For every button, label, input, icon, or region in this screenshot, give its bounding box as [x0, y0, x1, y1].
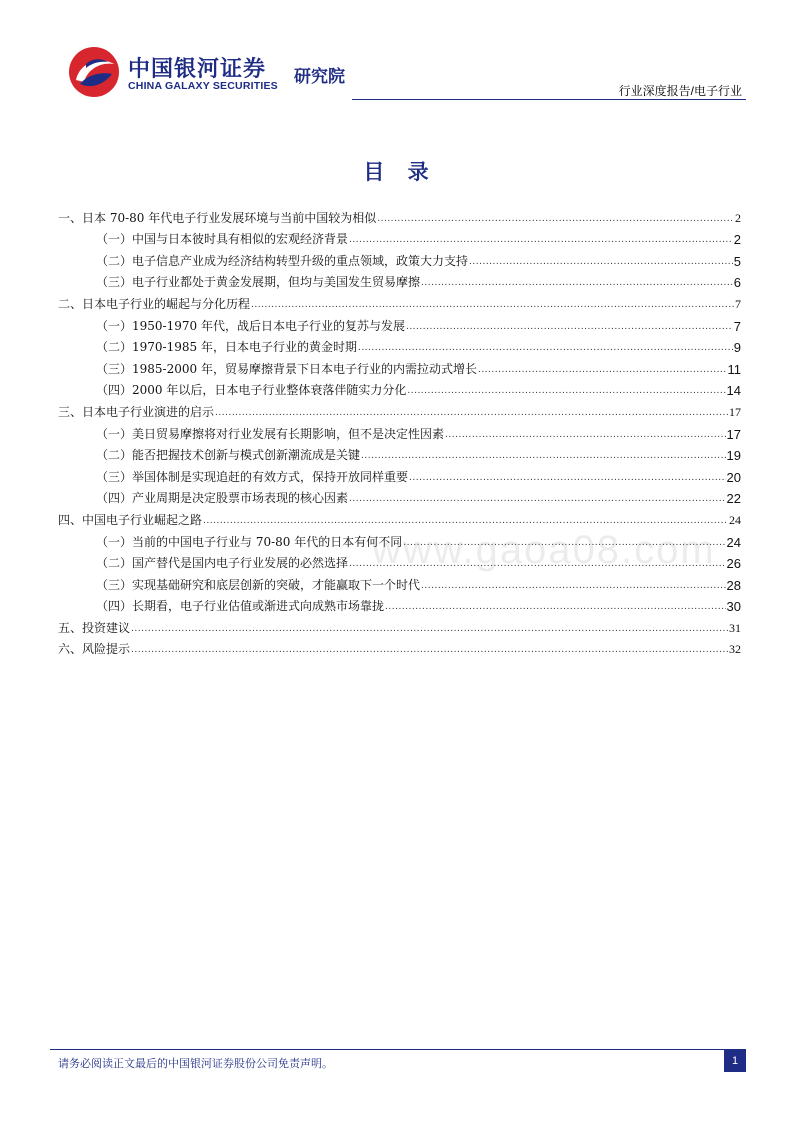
toc-leader-dots [469, 255, 733, 269]
toc-chapter-link[interactable] [58, 614, 741, 636]
footer-disclaimer: 请务必阅读正文最后的中国银河证券股份公司免责声明。 [58, 1057, 333, 1070]
toc-section-link[interactable] [58, 247, 741, 269]
toc-entry-text: （二）电子信息产业成为经济结构转型升级的重点领域，政策大力支持 [96, 253, 469, 268]
toc-page-number: 7 [733, 318, 741, 334]
toc-entry-text: 六、风险提示 [58, 642, 131, 657]
toc-leader-dots [377, 212, 734, 226]
footer-divider [50, 1049, 746, 1050]
toc-section-link[interactable] [58, 312, 741, 334]
toc-page-number: 19 [726, 448, 741, 464]
toc-entry-text: 一、日本 70-80 年代电子行业发展环境与当前中国较为相似 [58, 210, 377, 225]
toc-chapter-link[interactable] [58, 398, 741, 420]
brand-name-cn: 中国银河证券 [128, 56, 267, 81]
toc-leader-dots [409, 471, 726, 485]
toc-section-link[interactable] [58, 442, 741, 464]
toc-section-link[interactable] [58, 355, 741, 377]
toc-entry-text: （一）美日贸易摩擦将对行业发展有长期影响，但不是决定性因素 [96, 426, 445, 441]
toc-section-link[interactable] [58, 334, 741, 356]
toc-title: 目 录 [363, 160, 437, 184]
toc-page-number: 24 [729, 512, 741, 527]
toc-entry-text: （一）中国与日本彼时具有相似的宏观经济背景 [96, 232, 349, 247]
toc-page-number: 30 [726, 599, 741, 615]
toc-leader-dots [131, 622, 728, 636]
toc-page-number: 9 [733, 340, 741, 356]
toc-entry-text: 三、日本电子行业演进的启示 [58, 404, 215, 419]
toc-section-link[interactable] [58, 485, 741, 507]
toc-leader-dots [385, 600, 726, 614]
galaxy-swirl-logo-icon [66, 44, 122, 100]
toc-entry-text: （三）电子行业都处于黄金发展期，但均与美国发生贸易摩擦 [96, 275, 421, 290]
toc-section-link[interactable] [58, 420, 741, 442]
toc-entry-text: 四、中国电子行业崛起之路 [58, 512, 203, 527]
toc-entry-text: （一）当前的中国电子行业与 70-80 年代的日本有何不同 [96, 534, 403, 549]
toc-page-number: 6 [733, 275, 741, 291]
toc-section-link[interactable] [58, 593, 741, 615]
toc-page-number: 31 [729, 620, 741, 635]
toc-section-link[interactable] [58, 463, 741, 485]
toc-leader-dots [407, 384, 725, 398]
toc-leader-dots [421, 276, 733, 290]
header-divider [352, 99, 746, 100]
toc-entry-text: （二）能否把握技术创新与模式创新潮流成是关键 [96, 448, 361, 463]
toc-page-number: 26 [726, 556, 741, 572]
institute-name: 研究院 [294, 67, 345, 86]
page-header [50, 40, 746, 102]
toc-chapter-link[interactable] [58, 506, 741, 528]
toc-page-number: 14 [726, 383, 741, 399]
toc-entry-text: （三）举国体制是实现追赶的有效方式，保持开放同样重要 [96, 469, 409, 484]
toc-leader-dots [361, 449, 726, 463]
toc-leader-dots [478, 363, 727, 377]
toc-entry-text: （一）1950-1970 年代，战后日本电子行业的复苏与发展 [96, 318, 405, 333]
toc-leader-dots [215, 406, 728, 420]
toc-leader-dots [251, 298, 734, 312]
toc-section-link[interactable] [58, 377, 741, 399]
toc-entry-text: （四）产业周期是决定股票市场表现的核心因素 [96, 491, 349, 506]
toc-page-number: 2 [733, 232, 741, 248]
toc-leader-dots [131, 643, 728, 657]
toc-page-number: 28 [726, 577, 741, 593]
page-number: 1 [724, 1050, 746, 1072]
toc-entry-text: （三）1985-2000 年，贸易摩擦背景下日本电子行业的内需拉动式增长 [96, 361, 477, 376]
toc-chapter-link[interactable] [58, 204, 741, 226]
toc-section-link[interactable] [58, 226, 741, 248]
toc-leader-dots [421, 579, 726, 593]
toc-page-number: 11 [727, 361, 741, 377]
watermark: www.gaoa08.com [372, 528, 716, 572]
toc-page-number: 24 [726, 534, 741, 550]
toc-leader-dots [406, 320, 733, 334]
toc-page-number: 17 [726, 426, 741, 442]
toc-entry-text: （四）2000 年以后，日本电子行业整体衰落伴随实力分化 [96, 383, 407, 398]
toc-leader-dots [349, 492, 726, 506]
toc-leader-dots [349, 233, 733, 247]
brand-logo [66, 44, 366, 100]
toc-section-link[interactable] [58, 269, 741, 291]
table-of-contents [58, 204, 741, 657]
toc-section-link[interactable] [58, 571, 741, 593]
toc-page-number: 2 [735, 210, 741, 225]
toc-page-number: 7 [735, 296, 741, 311]
toc-entry-text: 五、投资建议 [58, 620, 131, 635]
toc-leader-dots [445, 428, 726, 442]
toc-page-number: 22 [726, 491, 741, 507]
toc-entry-text: （三）实现基础研究和底层创新的突破，才能赢取下一个时代 [96, 577, 421, 592]
toc-chapter-link[interactable] [58, 636, 741, 658]
toc-chapter-link[interactable] [58, 290, 741, 312]
report-type: 行业深度报告/电子行业 [618, 84, 742, 98]
toc-leader-dots [203, 514, 728, 528]
toc-entry-text: （二）国产替代是国内电子行业发展的必然选择 [96, 556, 349, 571]
brand-name-en: CHINA GALAXY SECURITIES [128, 80, 278, 92]
toc-leader-dots [358, 341, 733, 355]
toc-page-number: 32 [729, 642, 741, 657]
toc-page-number: 5 [733, 253, 741, 269]
toc-entry-text: （二）1970-1985 年，日本电子行业的黄金时期 [96, 340, 357, 355]
toc-page-number: 17 [729, 404, 741, 419]
toc-entry-text: 二、日本电子行业的崛起与分化历程 [58, 296, 251, 311]
toc-page-number: 20 [726, 469, 741, 485]
toc-entry-text: （四）长期看，电子行业估值或渐进式向成熟市场靠拢 [96, 599, 385, 614]
